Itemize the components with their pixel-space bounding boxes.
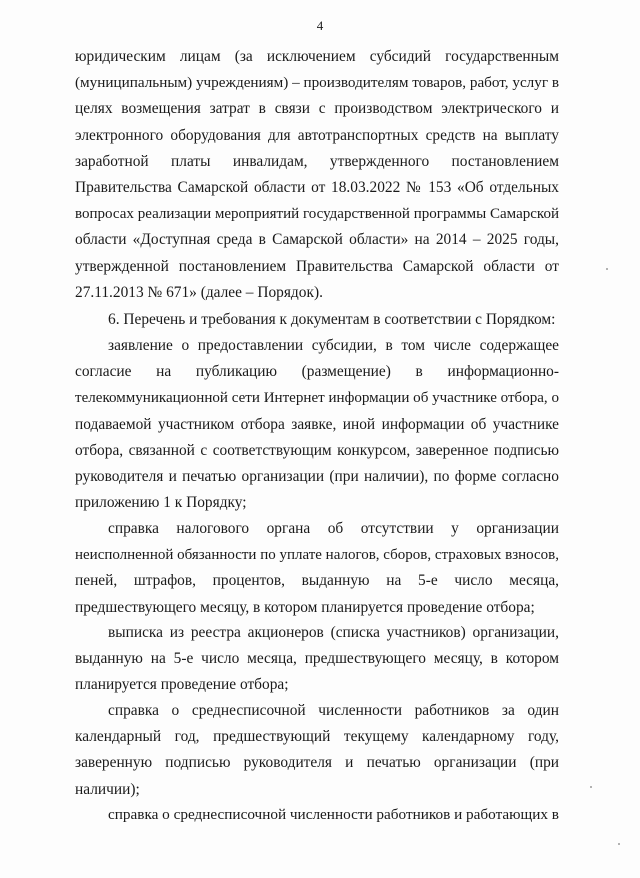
text-line: целях возмещения затрат в связи с производством электрического и bbox=[75, 100, 559, 118]
text-line: согласие на публикацию (размещение) в информационно- bbox=[75, 363, 559, 381]
text-line: электронного оборудования для автотранспортных средств на выплату bbox=[75, 126, 559, 144]
paragraph-tax-certificate bbox=[75, 516, 559, 621]
text-line: планируется проведение отбора; bbox=[75, 676, 289, 694]
paragraph-shareholder-register bbox=[75, 620, 559, 699]
text-line: юридическим лицам (за исключением субсидий государственным bbox=[75, 48, 559, 65]
text-line: приложению 1 к Порядку; bbox=[75, 494, 247, 512]
paragraph-headcount-disabled bbox=[75, 802, 559, 828]
text-line: 6. Перечень и требования к документам в соответствии с Порядком: bbox=[108, 311, 556, 328]
text-line: выписка из реестра акционеров (списка участников) организации, bbox=[108, 624, 559, 641]
scan-speck bbox=[618, 843, 620, 845]
paragraph-item-6 bbox=[75, 307, 559, 333]
text-line: (муниципальным) учреждениям) – производителям товаров, работ, услуг в bbox=[75, 74, 560, 92]
text-line: отбора, связанной с соответствующим конкурсом, заверенное подписью bbox=[75, 441, 559, 459]
text-line: предшествующего месяцу, в котором планируется проведение отбора; bbox=[75, 598, 535, 616]
text-line: неисполненной обязанности по уплате налогов, сборов, страховых взносов, bbox=[75, 547, 559, 564]
text-line: заработной платы инвалидам, утвержденного постановлением bbox=[75, 152, 559, 170]
page-number: 4 bbox=[316, 18, 324, 33]
paragraph-headcount bbox=[75, 698, 559, 803]
text-line: области «Доступная среда в Самарской области» на 2014 – 2025 годы, bbox=[75, 231, 559, 249]
paragraph-application bbox=[75, 333, 559, 516]
text-line: руководителя и печатью организации (при наличии), по форме согласно bbox=[75, 467, 559, 485]
text-line: Правительства Самарской области от 18.03.2022 № 153 «Об отдельных bbox=[75, 178, 559, 196]
text-line: выданную на 5-е число месяца, предшествующего месяцу, в котором bbox=[75, 650, 559, 668]
text-line: справка о среднесписочной численности работников за один bbox=[108, 702, 559, 719]
text-line: справка налогового органа об отсутствии у организации bbox=[108, 520, 559, 537]
text-line: заверенную подписью руководителя и печатью организации (при bbox=[75, 754, 559, 772]
scan-speck bbox=[606, 268, 608, 270]
text-line: пеней, штрафов, процентов, выданную на 5-е число месяца, bbox=[75, 572, 559, 590]
text-line: подаваемой участником отбора заявке, иной информации об участнике bbox=[75, 415, 559, 433]
text-line: наличии); bbox=[75, 780, 140, 798]
text-line: телекоммуникационной сети Интернет информации об участнике отбора, о bbox=[75, 390, 559, 407]
scan-speck bbox=[590, 786, 592, 788]
text-line: календарный год, предшествующий текущему календарному году, bbox=[75, 728, 559, 746]
text-line: 27.11.2013 № 671» (далее – Порядок). bbox=[75, 283, 323, 301]
text-line: утвержденной постановлением Правительства Самарской области от bbox=[75, 257, 559, 275]
paragraph-continuation bbox=[75, 44, 559, 306]
text-line: справка о среднесписочной численности работников и работающих в bbox=[108, 806, 559, 823]
text-line: вопросах реализации мероприятий государственной программы Самарской bbox=[75, 206, 559, 223]
text-line: заявление о предоставлении субсидии, в том числе содержащее bbox=[108, 337, 559, 354]
